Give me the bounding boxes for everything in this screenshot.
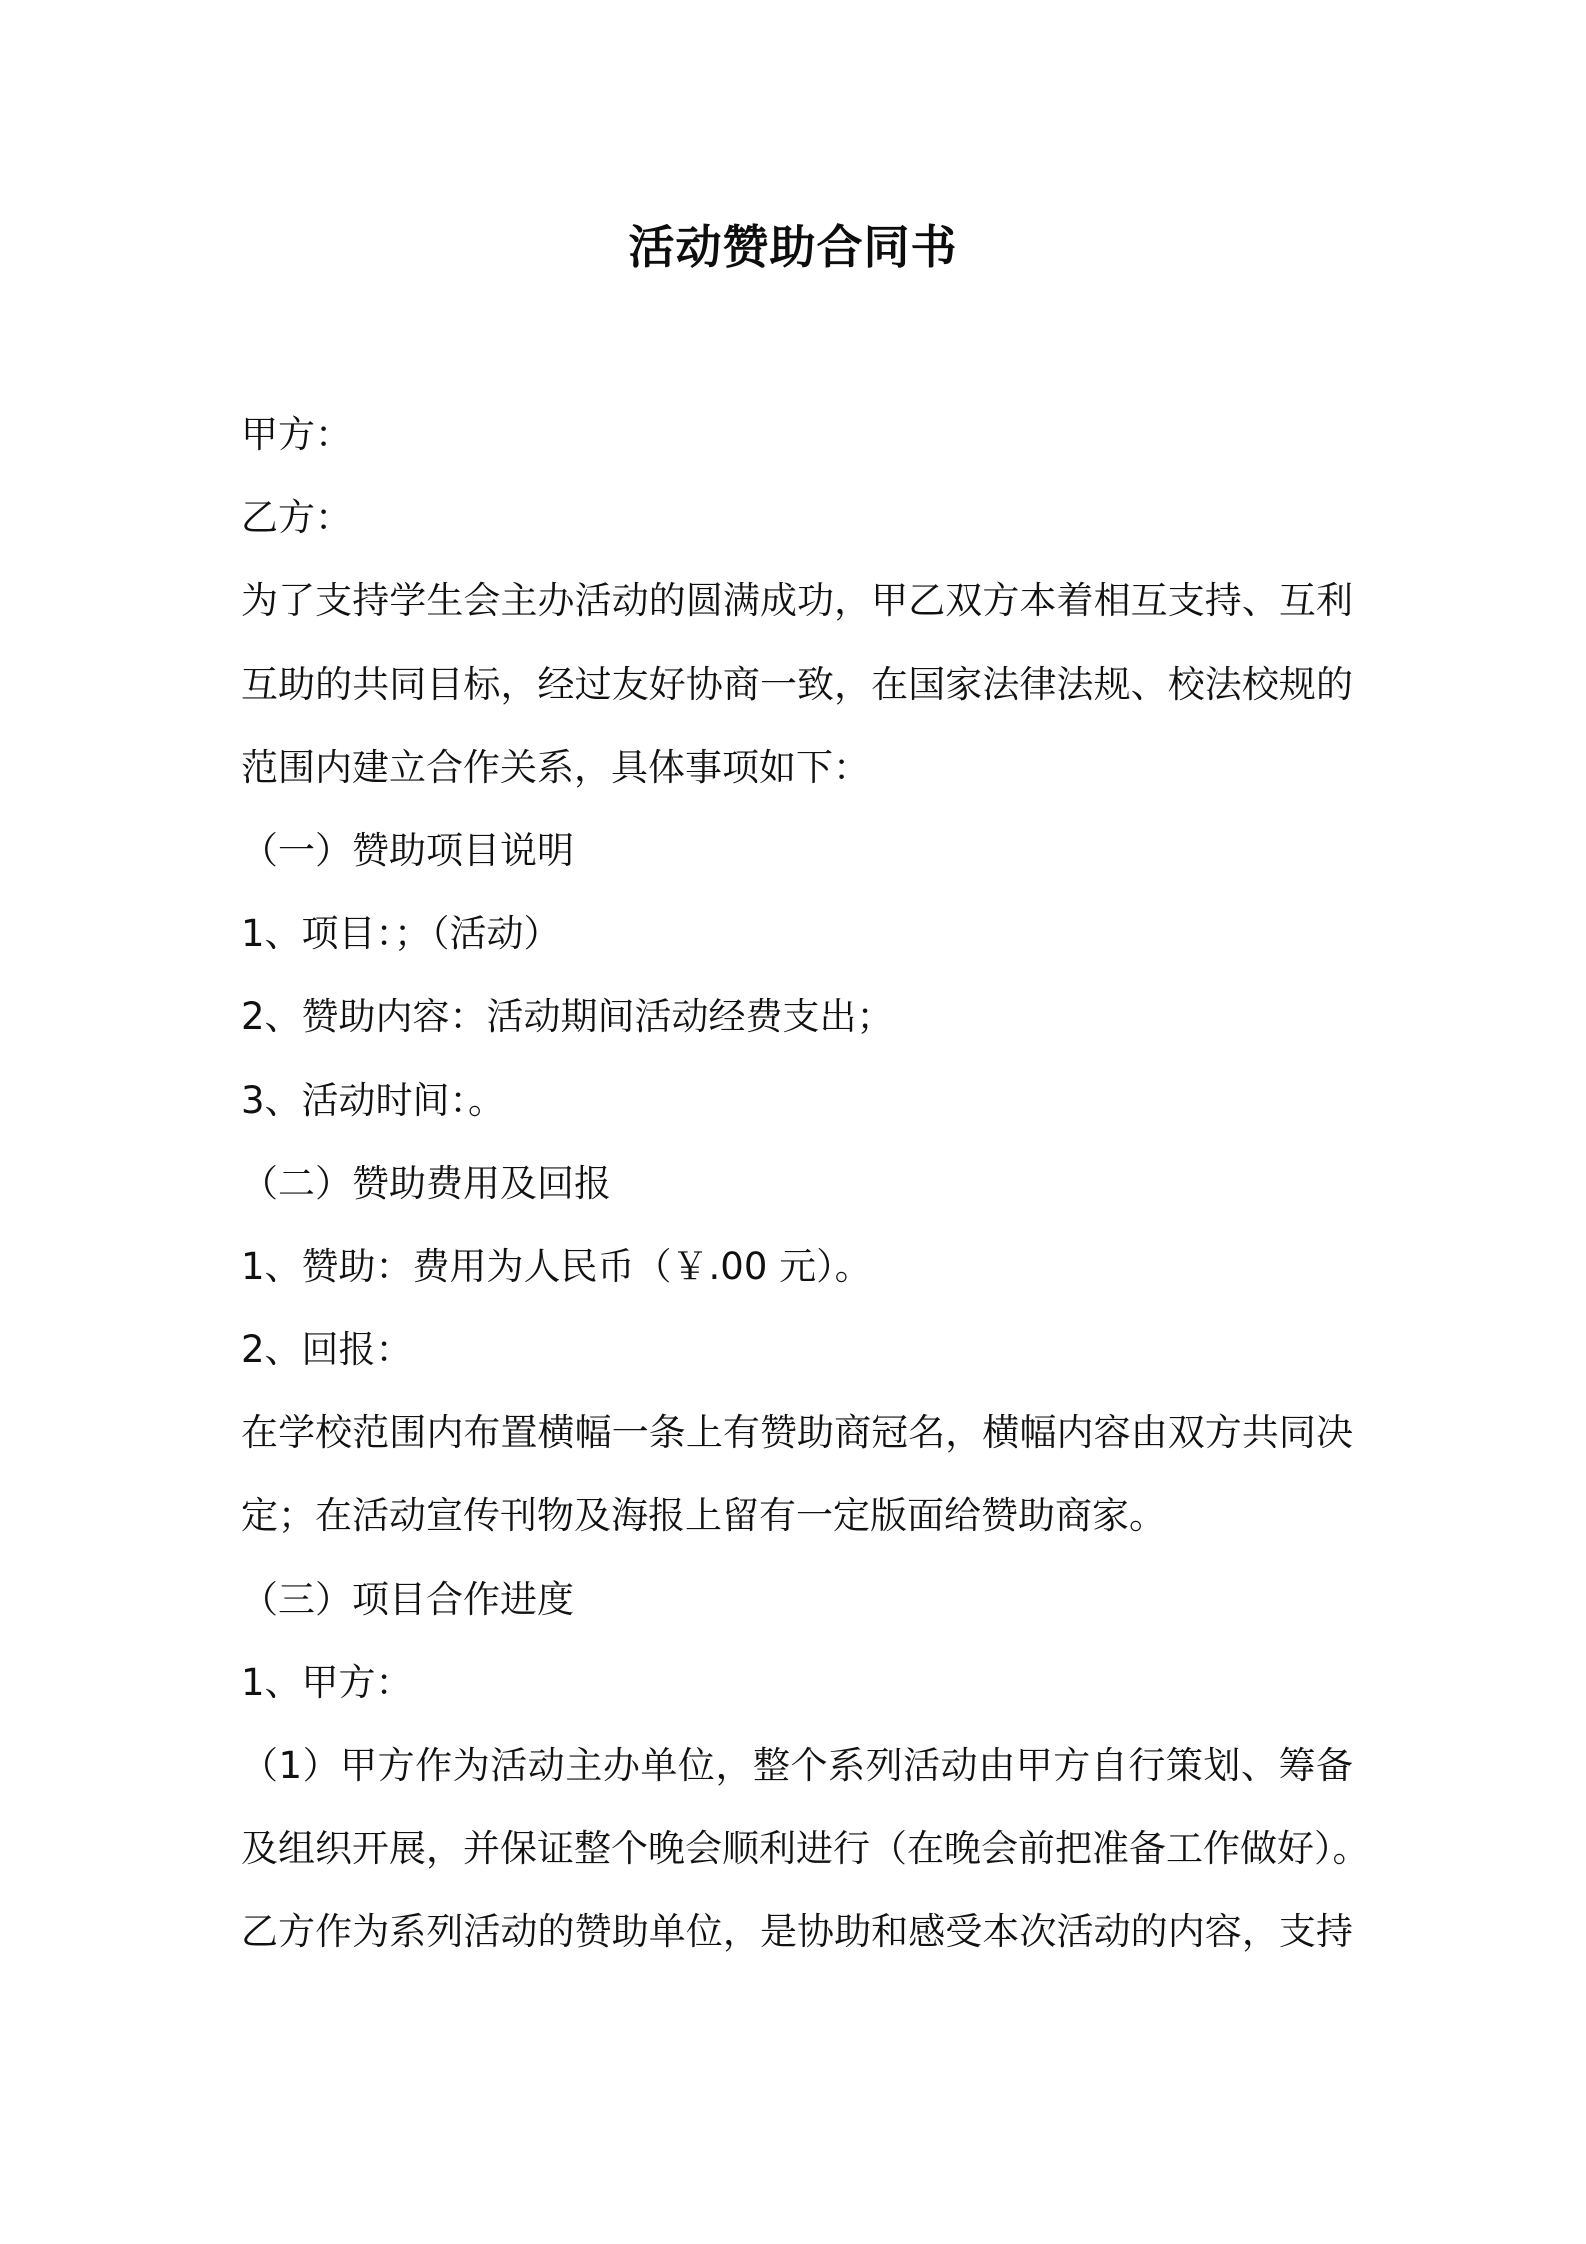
clause-line: 1、赞助：费用为人民币（￥.00 元）。 — [241, 1244, 872, 1288]
preamble-line: 为了支持学生会主办活动的圆满成功，甲乙双方本着相互支持、互利 — [241, 579, 1353, 623]
clause-line: 乙方作为系列活动的赞助单位，是协助和感受本次活动的内容，支持 — [241, 1910, 1353, 1954]
section-heading: （三）项目合作进度 — [241, 1577, 574, 1621]
clause-line: 定；在活动宣传刊物及海报上留有一定版面给赞助商家。 — [241, 1494, 1166, 1538]
section-heading: （二）赞助费用及回报 — [241, 1161, 611, 1205]
party-b-line: 乙方： — [241, 496, 352, 540]
clause-line: 在学校范围内布置横幅一条上有赞助商冠名，横幅内容由双方共同决 — [241, 1411, 1353, 1455]
preamble-line: 互助的共同目标，经过友好协商一致，在国家法律法规、校法校规的 — [241, 662, 1353, 706]
clause-line: 1、项目：；（活动） — [241, 912, 561, 956]
contract-body — [241, 393, 1370, 1974]
clause-line: 1、甲方： — [241, 1660, 413, 1704]
section-heading: （一）赞助项目说明 — [241, 828, 574, 872]
party-a-line: 甲方： — [241, 413, 352, 456]
clause-line: 2、赞助内容：活动期间活动经费支出； — [241, 995, 894, 1039]
document-title: 活动赞助合同书 — [628, 220, 958, 274]
preamble-line: 范围内建立合作关系，具体事项如下： — [241, 745, 870, 789]
clause-line: 2、回报： — [241, 1328, 413, 1372]
clause-line: 3、活动时间：。 — [241, 1078, 506, 1122]
clause-line: （1）甲方作为活动主办单位，整个系列活动由甲方自行策划、筹备 — [241, 1744, 1353, 1787]
clause-line: 及组织开展，并保证整个晚会顺利进行（在晚会前把准备工作做好）。 — [241, 1827, 1370, 1871]
